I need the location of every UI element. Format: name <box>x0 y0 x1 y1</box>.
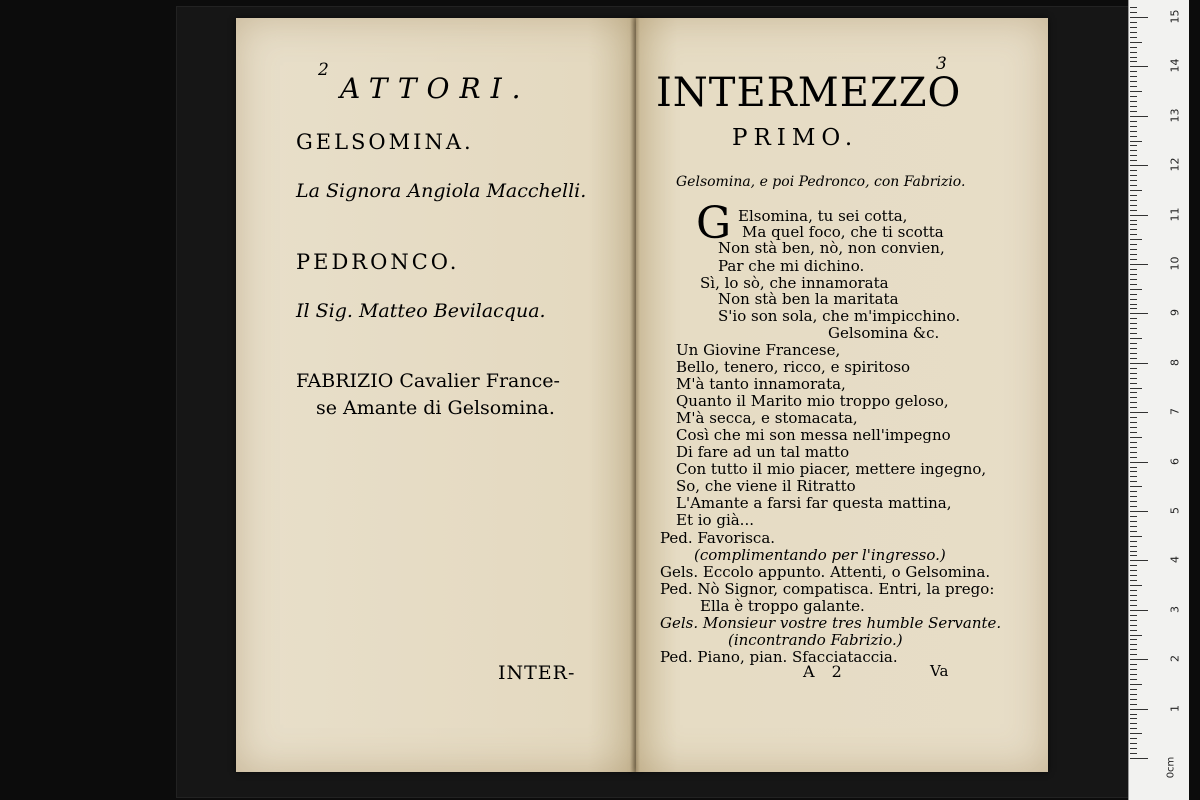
ruler-tick <box>1130 471 1137 472</box>
ruler-tick <box>1130 313 1148 314</box>
ruler-tick <box>1130 531 1137 532</box>
verse-line: M'à secca, e stomacata, <box>676 409 858 427</box>
ruler-tick <box>1130 476 1137 477</box>
ruler-tick <box>1130 101 1137 102</box>
verse-line: Non stà ben la maritata <box>718 290 899 308</box>
dialogue-line: Ella è troppo galante. <box>700 597 865 615</box>
ruler-tick <box>1130 190 1142 191</box>
ruler-number: 1 <box>1168 704 1182 712</box>
verse-line: M'à tanto innamorata, <box>676 375 846 393</box>
ruler-tick <box>1130 388 1142 389</box>
ruler-tick <box>1130 86 1137 87</box>
ruler-tick <box>1130 447 1137 448</box>
ruler-tick <box>1130 575 1137 576</box>
ruler-tick <box>1130 427 1137 428</box>
ruler-tick <box>1130 27 1137 28</box>
ruler-tick <box>1130 555 1137 556</box>
ruler-tick <box>1130 699 1137 700</box>
ruler-tick <box>1130 516 1137 517</box>
left-page-number: 2 <box>318 60 329 80</box>
ruler-tick <box>1130 111 1137 112</box>
role-fabrizio <box>296 368 560 422</box>
ruler-number: 11 <box>1168 207 1182 222</box>
ruler-tick <box>1130 714 1137 715</box>
ruler-tick <box>1130 81 1137 82</box>
ruler-number: 2 <box>1168 655 1182 663</box>
ruler-tick <box>1130 220 1137 221</box>
ruler-tick <box>1130 551 1137 552</box>
ruler-tick <box>1130 630 1137 631</box>
ruler-tick <box>1130 659 1148 660</box>
ruler-tick <box>1130 467 1137 468</box>
signature-mark: A 2 <box>803 662 848 681</box>
ruler-tick <box>1130 481 1137 482</box>
ruler-tick <box>1130 37 1137 38</box>
ruler-tick <box>1130 595 1137 596</box>
ruler-tick <box>1130 32 1137 33</box>
ruler-tick <box>1130 570 1137 571</box>
ruler-number: 3 <box>1168 605 1182 613</box>
right-page-number: 3 <box>936 54 947 74</box>
ruler-tick <box>1130 491 1137 492</box>
verse-line: S'io son sola, che m'impicchino. <box>718 307 961 325</box>
ruler-tick <box>1130 185 1137 186</box>
verse-line: Un Giovine Francese, <box>676 341 841 359</box>
ruler-tick <box>1130 654 1137 655</box>
verse-line: Ma quel foco, che ti scotta <box>742 223 944 241</box>
ruler-tick <box>1130 733 1142 734</box>
ruler-tick <box>1130 333 1137 334</box>
verse-line: Et io già... <box>676 511 754 529</box>
ruler-tick <box>1130 289 1142 290</box>
ruler-tick <box>1130 96 1137 97</box>
ruler-number: 7 <box>1168 408 1182 416</box>
verse-line: Non stà ben, nò, non convien, <box>718 239 945 257</box>
ruler-tick <box>1130 57 1137 58</box>
ruler-tick <box>1130 689 1137 690</box>
ruler-tick <box>1130 442 1137 443</box>
ruler-tick <box>1130 136 1137 137</box>
stage-direction: (incontrando Fabrizio.) <box>728 631 903 649</box>
ruler-tick <box>1130 304 1137 305</box>
ruler-tick <box>1130 318 1137 319</box>
ruler-number: 6 <box>1168 457 1182 465</box>
ruler-number: 10 <box>1168 256 1182 271</box>
ruler-tick <box>1130 150 1137 151</box>
ruler-tick <box>1130 76 1137 77</box>
stage-direction: (complimentando per l'ingresso.) <box>694 546 946 564</box>
catchword: Va <box>930 662 949 680</box>
verse-line: Con tutto il mio piacer, mettere ingegno, <box>676 460 987 478</box>
ruler-tick <box>1130 234 1137 235</box>
ruler-unit-label: 0cm <box>1165 756 1177 779</box>
role-name: GELSOMINA. <box>296 130 474 154</box>
ruler-tick <box>1130 615 1137 616</box>
dialogue-line: Gels. Eccolo appunto. Attenti, o Gelsomina. <box>660 563 991 581</box>
role-name: PEDRONCO. <box>296 250 460 274</box>
ruler-tick <box>1130 71 1137 72</box>
ruler-tick <box>1130 126 1137 127</box>
ruler-tick <box>1130 239 1142 240</box>
ruler-tick <box>1130 328 1137 329</box>
ruler-tick <box>1130 684 1142 685</box>
ruler-tick <box>1130 348 1137 349</box>
ruler-tick <box>1130 728 1137 729</box>
ruler-tick <box>1130 437 1142 438</box>
dialogue-line: Ped. Nò Signor, compatisca. Entri, la prego: <box>660 580 995 598</box>
ruler-tick <box>1130 718 1137 719</box>
verse-line: L'Amante a farsi far questa mattina, <box>676 494 952 512</box>
ruler-tick <box>1130 249 1137 250</box>
ruler-tick <box>1130 165 1148 166</box>
ruler-tick <box>1130 748 1137 749</box>
ruler-tick <box>1130 758 1148 759</box>
ruler-tick <box>1130 121 1137 122</box>
ruler-tick <box>1130 397 1137 398</box>
ruler-tick <box>1130 274 1137 275</box>
role-fabrizio-line: FABRIZIO Cavalier France- <box>296 370 560 392</box>
ruler-tick <box>1130 738 1137 739</box>
ruler-tick <box>1130 402 1137 403</box>
ruler-tick <box>1130 52 1137 53</box>
ruler-tick <box>1130 412 1148 413</box>
ruler-tick <box>1130 709 1148 710</box>
ruler-tick <box>1130 155 1137 156</box>
ruler-tick <box>1130 585 1142 586</box>
ruler-number: 12 <box>1168 157 1182 172</box>
ruler-tick <box>1130 170 1137 171</box>
page-title: INTERMEZZO <box>656 70 962 116</box>
ruler-number: 15 <box>1168 9 1182 24</box>
ruler-tick <box>1130 116 1148 117</box>
ruler-tick <box>1130 664 1137 665</box>
ruler-tick <box>1130 294 1137 295</box>
ruler-tick <box>1130 422 1137 423</box>
ruler-tick <box>1130 457 1137 458</box>
ruler-tick <box>1130 7 1137 8</box>
ruler-tick <box>1130 378 1137 379</box>
verse-line: Quanto il Marito mio troppo geloso, <box>676 392 949 410</box>
ruler-tick <box>1130 669 1137 670</box>
ruler-tick <box>1130 541 1137 542</box>
ruler-tick <box>1130 506 1137 507</box>
dialogue-line: Gels. Monsieur vostre tres humble Servante. <box>660 614 1002 632</box>
ruler-tick <box>1130 205 1137 206</box>
ruler-tick <box>1130 66 1148 67</box>
ruler-tick <box>1130 259 1137 260</box>
ruler-tick <box>1130 343 1137 344</box>
ruler-tick <box>1130 723 1137 724</box>
scene-heading: Gelsomina, e poi Pedronco, con Fabrizio. <box>676 174 966 190</box>
ruler-tick <box>1130 363 1148 364</box>
ruler-tick <box>1130 308 1137 309</box>
ruler-tick <box>1130 358 1137 359</box>
ruler-tick <box>1130 536 1142 537</box>
ruler-tick <box>1130 244 1137 245</box>
verse-line: Elsomina, tu sei cotta, <box>738 207 908 225</box>
ruler-tick <box>1130 269 1137 270</box>
ruler-tick <box>1130 620 1137 621</box>
ruler-tick <box>1130 368 1137 369</box>
ruler-tick <box>1130 254 1137 255</box>
role-fabrizio-line: se Amante di Gelsomina. <box>316 397 555 419</box>
ruler-tick <box>1130 106 1137 107</box>
ruler-tick <box>1130 605 1137 606</box>
verse-line: Par che mi dichino. <box>718 257 865 275</box>
ruler-tick <box>1130 600 1137 601</box>
ruler-tick <box>1130 264 1148 265</box>
ruler-tick <box>1130 526 1137 527</box>
ruler-tick <box>1130 580 1137 581</box>
ruler-tick <box>1130 229 1137 230</box>
catchword: INTER- <box>498 662 576 684</box>
ruler-tick <box>1130 353 1137 354</box>
ruler-tick <box>1130 12 1137 13</box>
ruler-tick <box>1130 131 1137 132</box>
ruler-tick <box>1130 299 1137 300</box>
ruler-tick <box>1130 279 1137 280</box>
ruler-tick <box>1130 338 1142 339</box>
ruler-tick <box>1130 674 1137 675</box>
ruler-number: 14 <box>1168 58 1182 73</box>
ruler-number: 8 <box>1168 358 1182 366</box>
page-heading: ATTORI. <box>340 72 531 105</box>
ruler-tick <box>1130 704 1137 705</box>
verse-line: Bello, tenero, ricco, e spiritoso <box>676 358 911 376</box>
ruler-tick <box>1130 753 1137 754</box>
ruler-tick <box>1130 432 1137 433</box>
ruler-tick <box>1130 635 1142 636</box>
ruler-tick <box>1130 694 1137 695</box>
ruler-tick <box>1130 462 1148 463</box>
ruler-tick <box>1130 679 1137 680</box>
ruler-tick <box>1130 22 1137 23</box>
ruler-number: 5 <box>1168 507 1182 514</box>
ruler-number: 4 <box>1168 556 1182 564</box>
ruler-tick <box>1130 743 1137 744</box>
ruler-tick <box>1130 323 1137 324</box>
ruler-tick <box>1130 649 1137 650</box>
ruler-tick <box>1130 210 1137 211</box>
ruler-tick <box>1130 373 1137 374</box>
ruler-tick <box>1130 175 1137 176</box>
verse-line: Così che mi son messa nell'impegno <box>676 426 951 444</box>
book-gutter <box>630 18 640 772</box>
ruler-tick <box>1130 200 1137 201</box>
ruler-tick <box>1130 546 1137 547</box>
ruler-tick <box>1130 47 1137 48</box>
ruler-tick <box>1130 560 1148 561</box>
dialogue-line: Ped. Favorisca. <box>660 529 776 547</box>
ruler-tick <box>1130 501 1137 502</box>
role-actor: Il Sig. Matteo Bevilacqua. <box>296 300 546 322</box>
page-subtitle: PRIMO. <box>732 125 859 151</box>
dialogue-line: Ped. Piano, pian. Sfacciataccia. <box>660 648 898 666</box>
ruler-tick <box>1130 145 1137 146</box>
ruler-tick <box>1130 42 1142 43</box>
verse-line: Di fare ad un tal matto <box>676 443 850 461</box>
ruler-tick <box>1130 195 1137 196</box>
ruler-number: 13 <box>1168 108 1182 123</box>
ruler-number: 9 <box>1168 309 1182 317</box>
ruler-tick <box>1130 383 1137 384</box>
ruler-tick <box>1130 224 1137 225</box>
ruler-tick <box>1130 61 1137 62</box>
ruler-tick <box>1130 392 1137 393</box>
ruler-tick <box>1130 486 1142 487</box>
ruler-tick <box>1130 639 1137 640</box>
ruler-tick <box>1130 160 1137 161</box>
verse-line: Gelsomina &c. <box>828 324 940 342</box>
ruler-tick <box>1130 17 1148 18</box>
ruler-tick <box>1130 215 1148 216</box>
ruler-tick <box>1130 141 1142 142</box>
ruler-tick <box>1130 284 1137 285</box>
ruler-tick <box>1130 625 1137 626</box>
ruler-tick <box>1130 521 1137 522</box>
drop-cap: G <box>696 198 732 249</box>
verse-line: So, che viene il Ritratto <box>676 477 856 495</box>
ruler-tick <box>1130 407 1137 408</box>
ruler-tick <box>1130 610 1148 611</box>
ruler-tick <box>1130 496 1137 497</box>
ruler-tick <box>1130 452 1137 453</box>
ruler-tick <box>1130 644 1137 645</box>
role-actor: La Signora Angiola Macchelli. <box>296 180 587 202</box>
ruler-tick <box>1130 511 1148 512</box>
verse-line: Sì, lo sò, che innamorata <box>700 274 889 292</box>
ruler-tick <box>1130 565 1137 566</box>
ruler-tick <box>1130 91 1142 92</box>
ruler-tick <box>1130 180 1137 181</box>
ruler-tick <box>1130 417 1137 418</box>
ruler-tick <box>1130 590 1137 591</box>
